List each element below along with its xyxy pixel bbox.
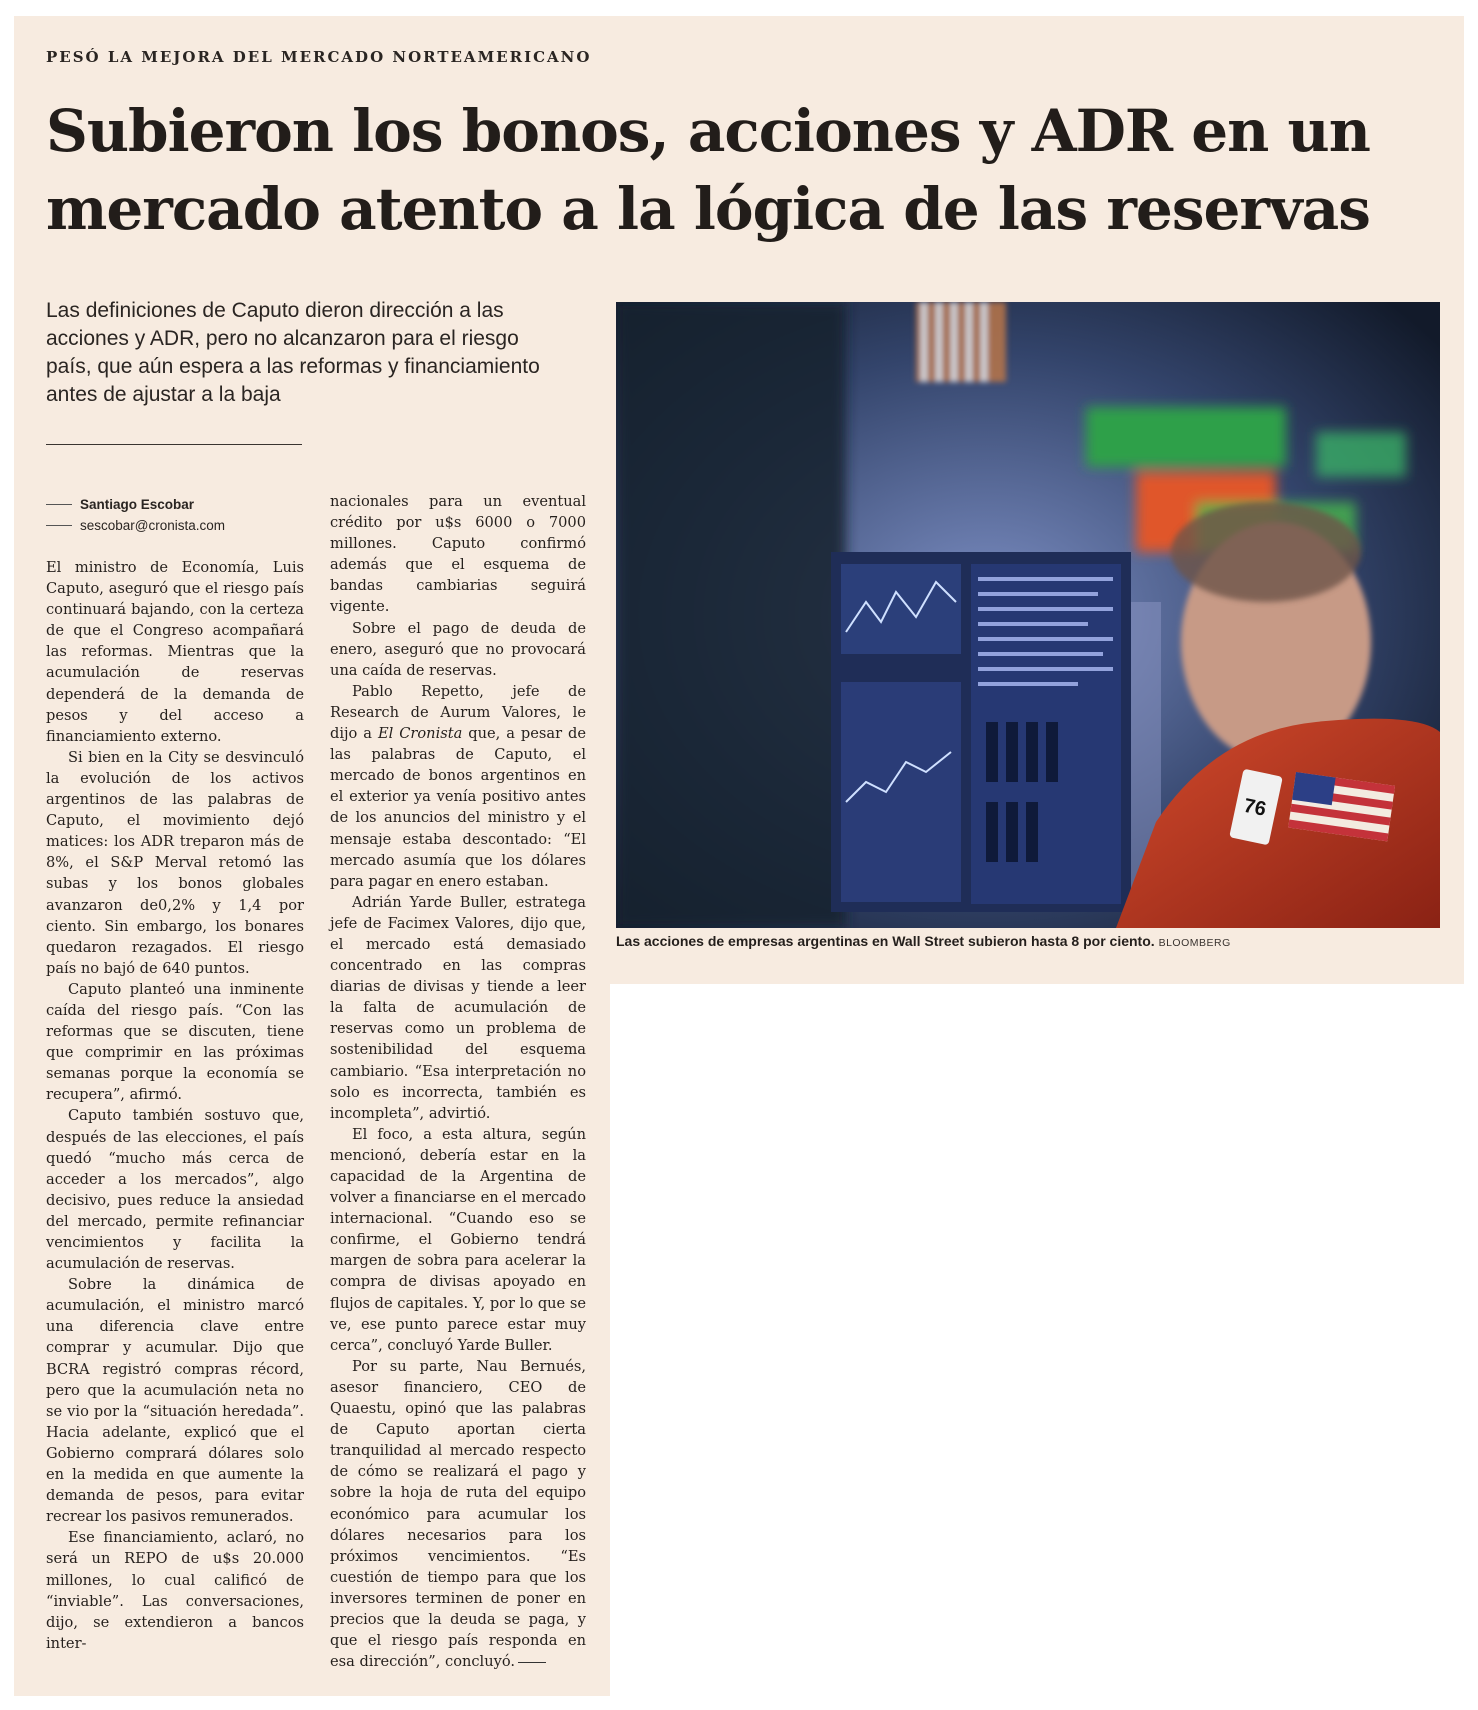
caption-text: Las acciones de empresas argentinas en Wall Street subieron hasta 8 por ciento. — [616, 933, 1155, 949]
paragraph-text: que, a pesar de las palabras de Caputo, el mercado de bonos argentinos en el exterior ya venía positivo antes de los anuncios del ministro y el mensaje estaba descontado: “El mercado asumía que los dólares para pagar en enero estaban. — [330, 725, 586, 890]
photo-illustration — [616, 302, 1440, 928]
body-column-2 — [330, 491, 586, 1672]
paragraph — [330, 1356, 586, 1672]
byline-dash — [46, 525, 72, 526]
paragraph: Caputo también sostuvo que, después de las elecciones, el país quedó “mucho más cerca de acceder a los mercados”, algo decisivo, pues reduce la ansiedad del mercado, permite refinanciar vencimientos y facilita la acumulación de reservas. — [46, 1107, 304, 1273]
badge-number: 76 — [1241, 794, 1269, 821]
paragraph: nacionales para un eventual crédito por u$s 6000 o 7000 millones. Caputo confirmó además que el esquema de bandas cambiarias seguirá vigente. — [330, 493, 586, 616]
paragraph: Sobre la dinámica de acumulación, el ministro marcó una diferencia clave entre comprar y acumular. Dijo que BCRA registró compras récord, pero que la acumulación neta no se vio por la “situación heredada”. Hacia adelante, explicó que el Gobierno comprará dólares solo en la medida en que aumente la demanda de pesos, para evitar recrear los pasivos remunerados. — [46, 1276, 304, 1526]
paragraph: El foco, a esta altura, según mencionó, debería estar en la capacidad de la Argentina de volver a financiarse en el mercado internacional. “Cuando eso se confirme, el Gobierno tendrá margen de sobra para acelerar la compra de divisas apoyado en flujos de capitales. Y, por lo que se ve, ese punto parece estar muy cerca”, concluyó Yarde Buller. — [330, 1125, 586, 1354]
author-name: Santiago Escobar — [80, 497, 195, 512]
photo-caption — [616, 933, 1231, 949]
publication-name: El Cronista — [377, 725, 463, 743]
deck: Las definiciones de Caputo dieron dirección a las acciones y ADR, pero no alcanzaron para el riesgo país, que aún espera a las reformas y financiamiento antes de ajustar a la baja — [46, 299, 540, 406]
end-mark — [518, 1662, 546, 1663]
trader-photo — [616, 302, 1440, 928]
byline — [46, 494, 225, 536]
paragraph: Si bien en la City se desvinculó la evolución de los activos argentinos de las palabras de Caputo, el movimiento dejó matices: los ADR treparon más de 8%, el S&P Merval retomó las subas y los bonos globales avanzaron de0,2% y 1,4 por ciento. Sin embargo, los bonares quedaron rezagados. El riesgo país no bajó de 640 puntos. — [46, 748, 304, 977]
paragraph: Caputo planteó una inminente caída del riesgo país. “Con las reformas que se discuten, tiene que comprimir en las próximas semanas porque la economía se recupera”, afirmó. — [46, 980, 304, 1104]
divider — [46, 444, 302, 445]
byline-dash — [46, 504, 72, 505]
author-email: sescobar@cronista.com — [80, 518, 226, 533]
photo-credit: BLOOMBERG — [1158, 937, 1231, 949]
paragraph-text: Pablo Repetto, jefe de Research de Aurum Valores, le dijo a — [330, 682, 586, 743]
headline — [46, 92, 1446, 248]
kicker: PESÓ LA MEJORA DEL MERCADO NORTEAMERICANO — [46, 48, 592, 66]
paragraph — [330, 681, 586, 892]
body-column-1 — [46, 557, 304, 1654]
paragraph: Adrián Yarde Buller, estratega jefe de Facimex Valores, dijo que, el mercado está demasiado concentrado en las compras diarias de divisas y tiende a leer la falta de acumulación de reservas como un problema de sostenibilidad del esquema cambiario. “Esa interpretación no solo es incorrecta, también es incompleta”, advirtió. — [330, 893, 586, 1122]
headline-line-2: mercado atento a la lógica de las reservas — [46, 175, 1370, 243]
paragraph: Sobre el pago de deuda de enero, aseguró que no provocará una caída de reservas. — [330, 619, 586, 679]
paragraph: El ministro de Economía, Luis Caputo, aseguró que el riesgo país continuará bajando, con la certeza de que el Congreso acompañará las reformas. Mientras que la acumulación de reservas dependerá de la demanda de pesos y del acceso a financiamiento externo. — [46, 559, 304, 745]
headline-line-1: Subieron los bonos, acciones y ADR en un — [46, 97, 1370, 165]
paragraph-text: Por su parte, Nau Bernués, asesor financiero, CEO de Quaestu, opinó que las palabras de Caputo aportan cierta tranquilidad al mercado respecto de cómo se realizará el pago y sobre la hoja de ruta del equipo económico para acumular los dólares necesarios para los próximos vencimientos. “Es cuestión de tiempo para que los inversores terminen de poner en precios que la deuda se paga, y que el riesgo país responda en esa dirección”, concluyó. — [330, 1357, 586, 1671]
paragraph: Ese financiamiento, aclaró, no será un REPO de u$s 20.000 millones, lo cual calificó de “inviable”. Las conversaciones, dijo, se extendieron a bancos inter- — [46, 1529, 304, 1652]
